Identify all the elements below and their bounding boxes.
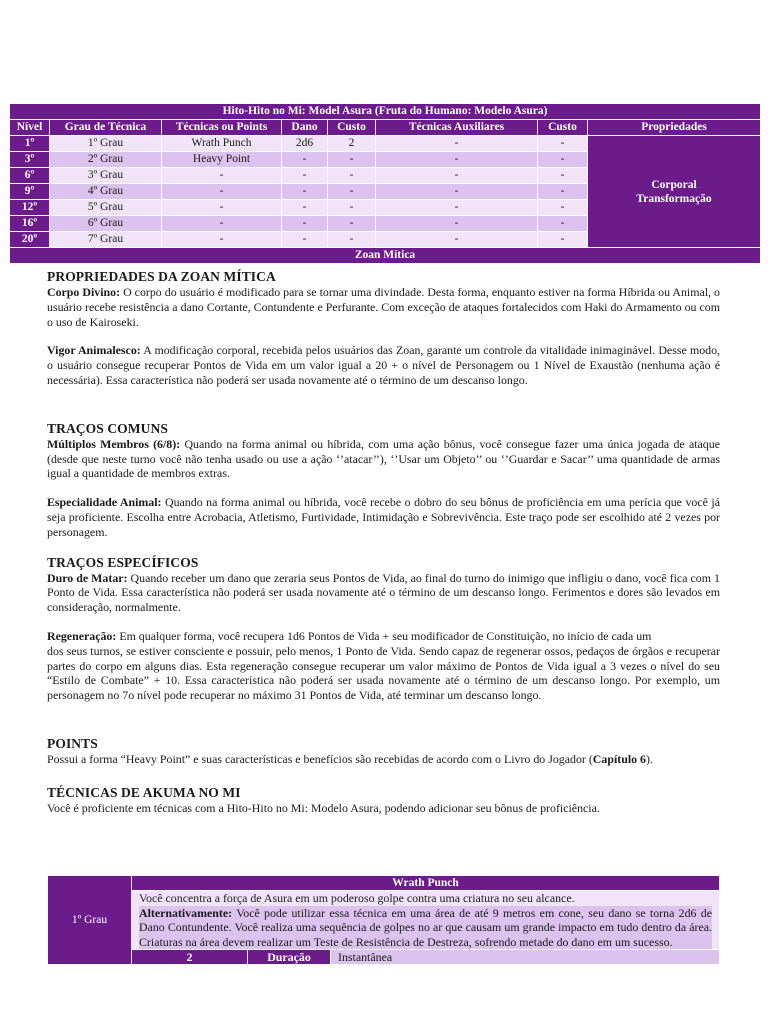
aux-cell: - xyxy=(376,152,538,168)
header-cell: Técnicas Auxiliares xyxy=(376,120,538,136)
aux-cost-cell: - xyxy=(538,216,588,232)
aux-cost-cell: - xyxy=(538,200,588,216)
label-duro: Duro de Matar: xyxy=(47,570,128,585)
grade-cell: 4º Grau xyxy=(50,184,162,200)
grade-cell: 6º Grau xyxy=(50,216,162,232)
technique-alt-label: Alternativamente: xyxy=(139,905,233,920)
cost-cell: - xyxy=(328,152,376,168)
header-cell: Dano xyxy=(282,120,328,136)
text-multiplos: Quando na forma animal ou híbrida, com uma ação bônus, você consegue fazer uma única jogada de ataque (desde que neste turno você não tenha usado ou use a ação ‘’atacar’’), ‘’Usar um Objeto’’ ou ‘’Guardar e Sacar’’ uma quantidade de armas igual a quantidade de membros extras. xyxy=(47,436,720,481)
paragraph-regen xyxy=(47,629,720,644)
damage-cell: - xyxy=(282,216,328,232)
aux-cost-cell: - xyxy=(538,184,588,200)
paragraph-regen-cont: dos seus turnos, se estiver consciente e possuir, pelo menos, 1 Ponto de Vida. Sendo capaz de regenerar ossos, pedaços de órgãos e recuperar partes do corpo em alguns dias. Esta regeneração consegue recuperar um valor máximo de Pontos de Vida igual a 3 vezes o nível do seu “Estilo de Combate” + 10. Essa característica não poderá ser usada novamente até o término de um descanso longo. Por exemplo, um personagem no 7o nível pode recuperar no máximo 31 Pontos de Vida, até terminar um descanso longo. xyxy=(47,643,720,703)
cost-cell: - xyxy=(328,232,376,248)
aux-cost-cell: - xyxy=(538,152,588,168)
technique-cell: Heavy Point xyxy=(162,152,282,168)
grade-cell: 3º Grau xyxy=(50,168,162,184)
text-duro: Quando receber um dano que zeraria seus Pontos de Vida, ao final do turno do inimigo que infligiu o dano, você fica com 1 Ponto de Vida. Essa característica não poderá ser usada novamente até o término de um descanso longo. Ferimentos e dores são levados em consideração, normalmente. xyxy=(47,570,720,615)
level-cell: 9º xyxy=(10,184,50,200)
paragraph-multiplos xyxy=(47,437,720,481)
grade-cell: 5º Grau xyxy=(50,200,162,216)
aux-cell: - xyxy=(376,232,538,248)
table-header-row xyxy=(10,120,761,136)
text-especialidade: Quando na forma animal ou híbrida, você recebe o dobro do seu bônus de proficiência em uma perícia que você já seja proficiente. Escolha entre Acrobacia, Atletismo, Furtividade, Intimidação e Sobrevivência. Este traço pode ser escolhido até 2 vezes por personagem. xyxy=(47,495,720,539)
technique-cell: - xyxy=(162,232,282,248)
section-title-especificos: TRAÇOS ESPECÍFICOS xyxy=(47,554,199,570)
cost-cell: - xyxy=(328,200,376,216)
text-corpo-divino: O corpo do usuário é modificado para se tornar uma divindade. Desta forma, enquanto estiver na forma Híbrida ou Animal, o usuário recebe resistência a dano Cortante, Contundente e Perfurante. Com exceção de ataques fortalecidos com Haki do Armamento ou com o uso de Kairoseki. xyxy=(47,285,720,329)
technique-name: Wrath Punch xyxy=(132,876,720,891)
aux-cell: - xyxy=(376,184,538,200)
points-chapter: Capítulo 6 xyxy=(592,751,646,766)
technique-table xyxy=(47,875,720,965)
text-vigor: A modificação corporal, recebida pelos usuários das Zoan, garante um controle da vitalidade inimaginável. Desse modo, o usuário consegue recuperar Pontos de Vida em um valor igual a 20 + o nível de Personagem ou 1 Nível de Exaustão (nenhuma ação é necessária). Essa característica não poderá ser usada novamente até o término de um descanso longo. xyxy=(47,343,721,387)
table-title: Hito-Hito no Mi: Model Asura (Fruta do Humano: Modelo Asura) xyxy=(10,104,761,120)
damage-cell: - xyxy=(282,184,328,200)
section-title-points: POINTS xyxy=(47,735,98,751)
paragraph-tecnicas: Você é proficiente em técnicas com a Hito-Hito no Mi: Modelo Asura, podendo adicionar seu bônus de proficiência. xyxy=(47,800,600,815)
technique-desc-text: Você concentra a força de Asura em um poderoso golpe contra uma criatura no seu alcance. xyxy=(139,891,575,905)
label-multiplos: Múltiplos Membros (6/8): xyxy=(47,436,181,451)
damage-cell: - xyxy=(282,152,328,168)
section-title-comuns: TRAÇOS COMUNS xyxy=(47,420,168,436)
level-cell: 6º xyxy=(10,168,50,184)
property-corporal: Corporal xyxy=(651,178,697,191)
cost-cell: - xyxy=(328,168,376,184)
label-especialidade: Especialidade Animal: xyxy=(47,495,162,510)
level-cell: 12º xyxy=(10,200,50,216)
table-row xyxy=(10,136,761,152)
technique-cost: 2 xyxy=(132,950,248,965)
technique-alt xyxy=(139,906,712,950)
level-cell: 16º xyxy=(10,216,50,232)
fruit-table xyxy=(9,103,761,264)
property-transformacao: Transformação xyxy=(636,192,712,205)
level-cell: 3º xyxy=(10,152,50,168)
damage-cell: 2d6 xyxy=(282,136,328,152)
text-points: Possui a forma “Heavy Point” e suas características e benefícios são recebidas de acordo com o Livro do Jogador ( xyxy=(47,751,593,766)
technique-cell: Wrath Punch xyxy=(162,136,282,152)
header-cell: Grau de Técnica xyxy=(50,120,162,136)
header-cell: Propriedades xyxy=(588,120,761,136)
text-points-end: ). xyxy=(646,751,653,766)
section-title-zoan: PROPRIEDADES DA ZOAN MÍTICA xyxy=(47,269,276,284)
duration-value: Instantânea xyxy=(331,950,720,965)
aux-cost-cell: - xyxy=(538,136,588,152)
aux-cell: - xyxy=(376,168,538,184)
text-regen-1: Em qualquer forma, você recupera 1d6 Pontos de Vida + seu modificador de Constituição, no início de cada um xyxy=(116,628,652,643)
header-cell: Custo xyxy=(538,120,588,136)
cost-cell: - xyxy=(328,184,376,200)
grade-cell: 2º Grau xyxy=(50,152,162,168)
grade-cell: 7º Grau xyxy=(50,232,162,248)
technique-grade: 1º Grau xyxy=(48,876,132,965)
paragraph-corpo-divino xyxy=(47,285,720,329)
header-cell: Nível xyxy=(10,120,50,136)
properties-cell xyxy=(588,136,761,248)
label-regen: Regeneração: xyxy=(47,628,117,643)
header-cell: Custo xyxy=(328,120,376,136)
level-cell: 20º xyxy=(10,232,50,248)
section-title-tecnicas: TÉCNICAS DE AKUMA NO MI xyxy=(47,784,241,800)
technique-description xyxy=(132,891,720,950)
damage-cell: - xyxy=(282,168,328,184)
cost-cell: - xyxy=(328,216,376,232)
damage-cell: - xyxy=(282,232,328,248)
technique-cell: - xyxy=(162,184,282,200)
paragraph-duro xyxy=(47,571,720,615)
paragraph-vigor xyxy=(47,343,720,387)
damage-cell: - xyxy=(282,200,328,216)
aux-cost-cell: - xyxy=(538,232,588,248)
label-corpo-divino: Corpo Divino: xyxy=(47,285,121,299)
technique-cell: - xyxy=(162,168,282,184)
technique-cell: - xyxy=(162,216,282,232)
aux-cell: - xyxy=(376,136,538,152)
duration-label: Duração xyxy=(248,950,331,965)
header-cell: Técnicas ou Points xyxy=(162,120,282,136)
aux-cell: - xyxy=(376,200,538,216)
technique-alt-text: Você pode utilizar essa técnica em uma área de até 9 metros em cone, seu dano se torna 2d6 de Dano Contundente. Você realiza uma sequência de golpes no ar que causam um grande impacto em tudo dentro da área. Criaturas na área devem realizar um Teste de Resistência de Destreza, sofrendo metade do dano em um sucesso. xyxy=(139,905,713,949)
grade-cell: 1º Grau xyxy=(50,136,162,152)
aux-cost-cell: - xyxy=(538,168,588,184)
document-body xyxy=(47,268,720,816)
technique-cell: - xyxy=(162,200,282,216)
paragraph-especialidade xyxy=(47,495,720,539)
label-vigor: Vigor Animalesco: xyxy=(47,343,141,358)
level-cell: 1º xyxy=(10,136,50,152)
aux-cell: - xyxy=(376,216,538,232)
cost-cell: 2 xyxy=(328,136,376,152)
paragraph-points xyxy=(47,752,720,767)
table-footer: Zoan Mítica xyxy=(10,248,761,264)
